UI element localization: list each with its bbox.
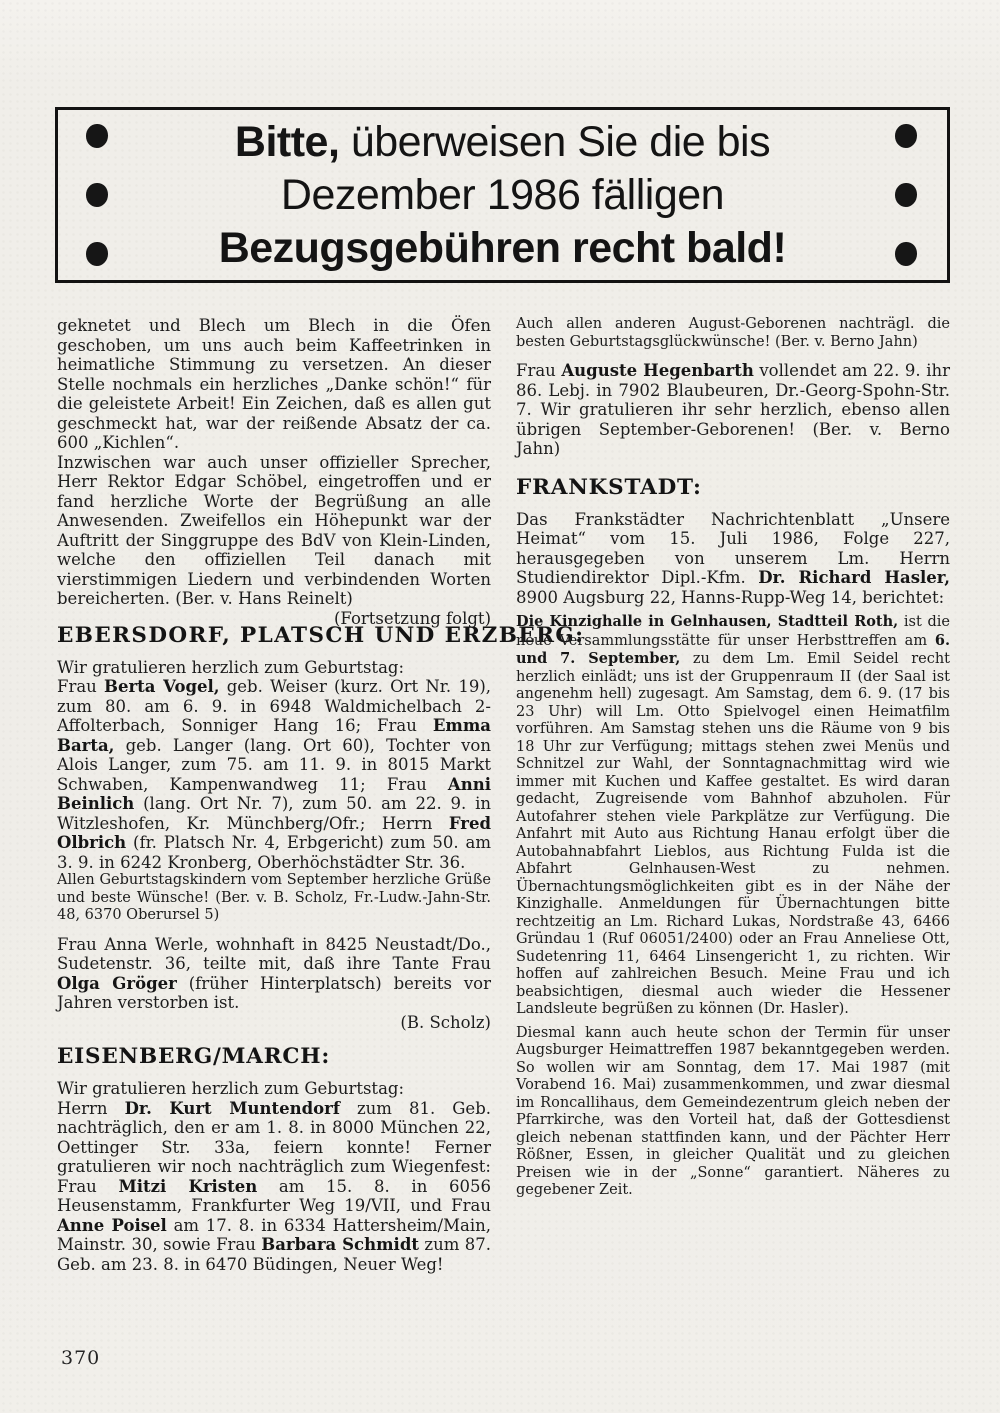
paragraph-text: Inzwischen war auch unser offizieller Sprecher, Herr Rektor Edgar Schöbel, eingetroffen und er fand herzliche Worte der Begrüßung an alle Anwesenden. Zweifellos ein Höhepunkt war der Auftritt der Singgruppe des BdV von Klein-Linden, welche den offiziellen Teil danach mit vierstimmigen Liedern und verbindenden Worten bereicherten. (Ber. v. Hans Reinelt) — [57, 452, 491, 608]
body-paragraph: geknetet und Blech um Blech in die Öfen geschoben, um uns auch beim Kaffeetrinken in heimatliche Stimmung zu versetzen. An dieser Stelle nochmals ein herzliches „Danke schön!“ für die geleistete Arbeit! Ein Zeichen, daß es allen gut geschmeckt hat, war der reißende Absatz der ca. 600 „Kichlen“. — [57, 316, 491, 452]
bullet-icon — [895, 124, 917, 148]
body-paragraph — [57, 452, 491, 628]
body-paragraph-small: Allen Geburtstagskindern vom September herzliche Grüße und beste Wünsche! (Ber. v. B. Scholz, Fr.-Ludw.-Jahn-Str. 48, 6370 Oberursel 5) — [57, 872, 491, 923]
banner-line-2: Dezember 1986 fälligen — [280, 170, 725, 219]
left-column — [57, 316, 585, 1274]
bullet-icon — [86, 124, 108, 148]
body-paragraph: Frau Auguste Hegenbarth vollendet am 22. 9. ihr 86. Lebj. in 7902 Blaubeuren, Dr.-Georg-Spohn-Str. 7. Wir gratulieren ihr sehr herzlich, ebenso allen übrigen September-Geborenen! (Ber. v. Berno Jahn) — [516, 361, 950, 458]
bullet-icon — [895, 183, 917, 207]
body-paragraph: Herrn Dr. Kurt Muntendorf zum 81. Geb. nachträglich, den er am 1. 8. in 8000 München 22, Oettinger Str. 33a, feiern konnte! Ferner gratulieren wir noch nachträglich zum Wiegenfest: Frau Mitzi Kristen am 15. 8. in 6056 Heusenstamm, Frankfurter Weg 19/VII, und Frau Anne Poisel am 17. 8. in 6334 Hattersheim/Main, Mainstr. 30, sowie Frau Barbara Schmidt zum 87. Geb. am 23. 8. in 6470 Büdingen, Neuer Weg! — [57, 1098, 492, 1274]
body-paragraph: Frau Berta Vogel, geb. Weiser (kurz. Ort Nr. 19), zum 80. am 6. 9. in 6948 Waldmichelbach 2-Affolterbach, Sonniger Hang 16; Frau Emma Barta, geb. Langer (lang. Ort 60), Tochter von Alois Langer, zum 75. am 11. 9. in 8015 Markt Schwaben, Kampenwandweg 11; Frau Anni Beinlich (lang. Ort Nr. 7), zum 50. am 22. 9. in Witzleshofen, Kr. Münchberg/Ofr.; Herrn Fred Olbrich (fr. Platsch Nr. 4, Erbgericht) zum 50. am 3. 9. in 6242 Kronberg, Oberhöchstädter Str. 36. — [57, 677, 492, 872]
payment-notice-banner — [55, 107, 950, 283]
continuation-note: (Fortsetzung folgt) — [334, 608, 491, 628]
body-paragraph: Das Frankstädter Nachrichtenblatt „Unsere Heimat“ vom 15. Juli 1986, Folge 227, herausgegeben von unserem Lm. Herrn Studiendirektor Dipl.-Kfm. Dr. Richard Hasler, 8900 Augsburg 22, Hanns-Rupp-Weg 14, berichtet: — [516, 509, 950, 607]
banner-line-1: Bitte, überweisen Sie die bis — [234, 117, 771, 166]
article-columns — [57, 316, 950, 1274]
page-number: 370 — [61, 1347, 101, 1369]
lead-line: Wir gratulieren herzlich zum Geburtstag: — [57, 1079, 405, 1098]
right-column — [516, 316, 950, 1274]
credit-line: (B. Scholz) — [400, 1012, 491, 1032]
banner-line-3: Bezugsgebühren recht bald! — [218, 223, 787, 272]
section-heading-ebersdorf: EBERSDORF, PLATSCH UND ERZBERG: — [57, 622, 585, 648]
banner-text — [110, 110, 895, 280]
body-paragraph-small: Die Kinzighalle in Gelnhausen, Stadtteil Roth, ist die neue Versammlungsstätte für unser Herbsttreffen am 6. und 7. September, zu dem Lm. Emil Seidel recht herzlich einlädt; uns ist der Gruppenraum II (der Saal ist angenehm hell) zugesagt. Am Samstag, dem 6. 9. (17 bis 23 Uhr) will Lm. Otto Spielvogel einen Heimatfilm vorführen. Am Samstag stehen uns die Räume von 9 bis 18 Uhr zur Verfügung; mittags stehen zwei Menüs und Schnitzel zur Wahl, der Sonntagnachmittag wird wie immer mit Kuchen und Kaffee gestaltet. Es wird daran gedacht, Zugreisende vom Bahnhof abzuholen. Für Autofahrer stehen viele Parkplätze zur Verfügung. Die Anfahrt mit Auto aus Richtung Hanau erfolgt über die Autobahnabfahrt Lieblos, aus Richtung Fulda ist die Abfahrt Gelnhausen-West zu nehmen. Übernachtungsmöglichkeiten gibt es in der Nähe der Kinzighalle. Anmeldungen für Übernachtungen bitte rechtzeitig an Lm. Richard Lukas, Nordstraße 43, 6466 Gründau 1 (Ruf 06051/2400) oder an Frau Anneliese Ott, Sudetenring 11, 6464 Linsengericht 1, zu richten. Wir hoffen auf zahlreichen Besuch. Meine Frau und ich beabsichtigen, diesmal auch wieder die Hessener Landsleute begrüßen zu können (Dr. Hasler). — [516, 613, 951, 1017]
lead-line: Wir gratulieren herzlich zum Geburtstag: — [57, 657, 405, 677]
banner-bullets-right — [895, 110, 919, 280]
section-heading-frankstadt: FRANKSTADT: — [516, 474, 702, 500]
banner-bullets-left — [86, 110, 110, 280]
bullet-icon — [86, 183, 108, 207]
body-paragraph: Frau Anna Werle, wohnhaft in 8425 Neustadt/Do., Sudetenstr. 36, teilte mit, daß ihre Tante Frau Olga Gröger (früher Hinterplatsch) bereits vor Jahren verstorben ist. — [57, 934, 491, 1012]
bullet-icon — [895, 242, 917, 266]
body-paragraph-small: Diesmal kann auch heute schon der Termin für unser Augsburger Heimattreffen 1987 bekanntgegeben werden. So wollen wir am Sonntag, dem 17. Mai 1987 (mit Vorabend 16. Mai) zusammenkommen, und zwar diesmal im Roncallihaus, dem Gemeindezentrum gleich neben der Pfarrkirche, was den Vorteil hat, daß der Gottesdienst gleich nebenan stattfinden kann, und der Pächter Herr Rößner, Essen, in gleicher Qualität und zu gleichen Preisen wie in der „Sonne“ garantiert. Näheres zu gegebener Zeit. — [516, 1024, 950, 1198]
body-paragraph-small: Auch allen anderen August-Geborenen nachträgl. die besten Geburtstagsglückwünsche! (Ber. v. Berno Jahn) — [516, 316, 950, 350]
section-heading-eisenberg: EISENBERG/MARCH: — [57, 1044, 331, 1069]
bullet-icon — [86, 242, 108, 266]
